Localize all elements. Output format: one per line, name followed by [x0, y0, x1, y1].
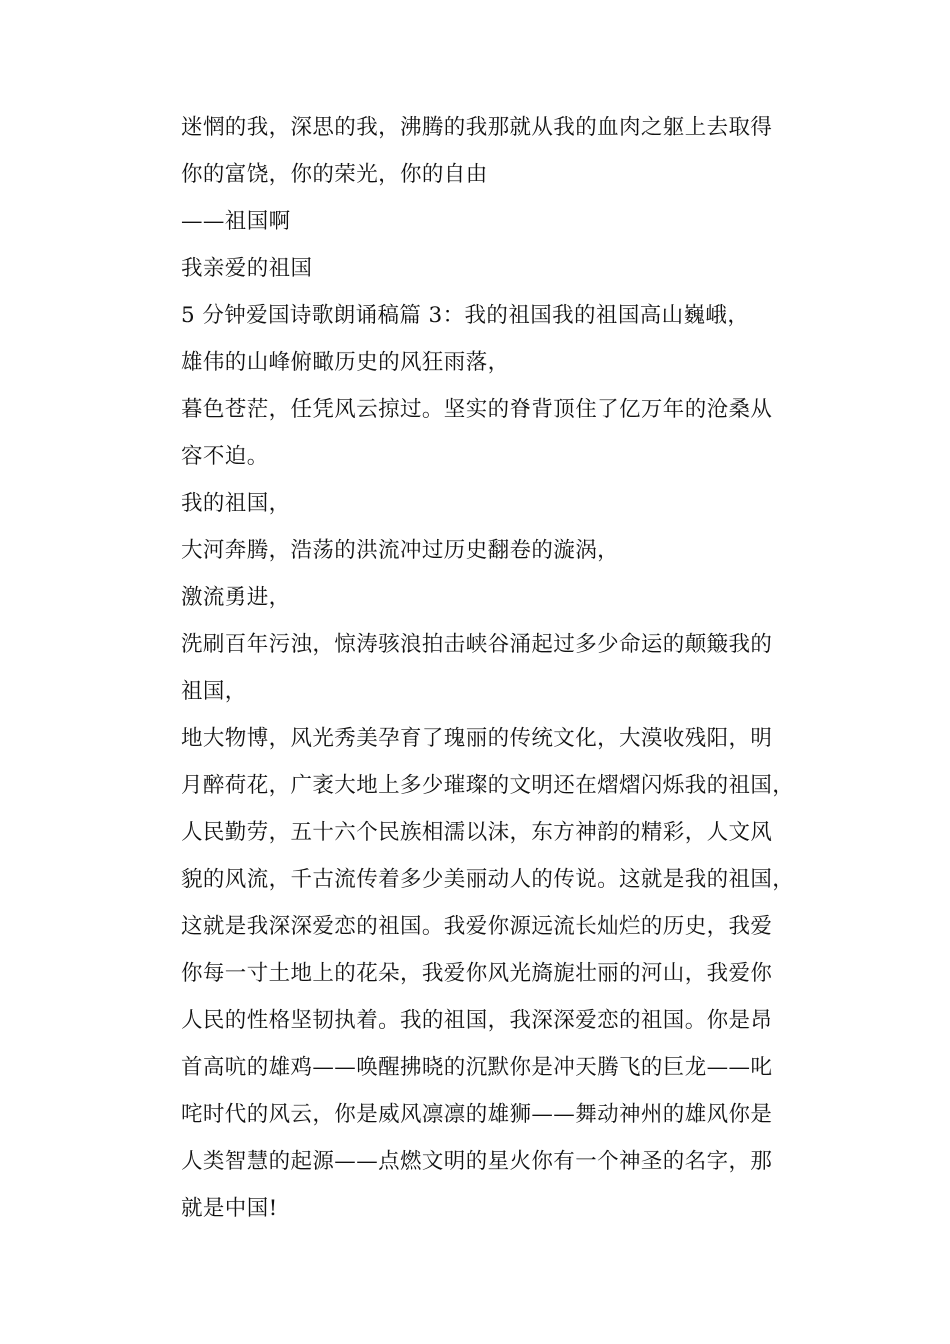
text-line: 雄伟的山峰俯瞰历史的风狂雨落，: [181, 350, 510, 375]
text-line: 我亲爱的祖国: [181, 256, 313, 281]
text-line: 咤时代的风云，你是威风凛凛的雄狮——舞动神州的雄风你是: [181, 1102, 773, 1127]
text-line: 人类智慧的起源——点燃文明的星火你有一个神圣的名字，那: [181, 1149, 773, 1174]
text-line: 就是中国!: [181, 1196, 278, 1221]
document-body: [181, 104, 841, 1232]
text-line: 你的富饶，你的荣光，你的自由: [181, 162, 488, 187]
text-line: 你每一寸土地上的花朵，我爱你风光旖旎壮丽的河山，我爱你: [181, 961, 773, 986]
text-line: 容不迫。: [181, 444, 269, 469]
text-line: ——祖国啊: [181, 209, 291, 234]
text-line: 大河奔腾，浩荡的洪流冲过历史翻卷的漩涡，: [181, 538, 620, 563]
text-line: 貌的风流，千古流传着多少美丽动人的传说。这就是我的祖国，: [181, 867, 795, 892]
text-line: 首高吭的雄鸡——唤醒拂晓的沉默你是冲天腾飞的巨龙——叱: [181, 1055, 773, 1080]
text-line: 我的祖国，: [181, 491, 291, 516]
text-line: 迷惘的我，深思的我，沸腾的我那就从我的血肉之躯上去取得: [181, 115, 773, 140]
text-line: 月醉荷花，广袤大地上多少璀璨的文明还在熠熠闪烁我的祖国，: [181, 773, 795, 798]
text-line: 暮色苍茫，任凭风云掠过。坚实的脊背顶住了亿万年的沧桑从: [181, 397, 773, 422]
text-line: 人民的性格坚韧执着。我的祖国，我深深爱恋的祖国。你是昂: [181, 1008, 773, 1033]
text-line: 这就是我深深爱恋的祖国。我爱你源远流长灿烂的历史，我爱: [181, 914, 773, 939]
text-line: 地大物博，风光秀美孕育了瑰丽的传统文化，大漠收残阳，明: [181, 726, 773, 751]
section-heading-line: 5 分钟爱国诗歌朗诵稿篇 3：我的祖国我的祖国高山巍峨，: [181, 303, 750, 328]
text-line: 洗刷百年污浊，惊涛骇浪拍击峡谷涌起过多少命运的颠簸我的: [181, 632, 773, 657]
text-line: 人民勤劳，五十六个民族相濡以沫，东方神韵的精彩，人文风: [181, 820, 773, 845]
text-line: 激流勇进，: [181, 585, 291, 610]
text-line: 祖国，: [181, 679, 247, 704]
